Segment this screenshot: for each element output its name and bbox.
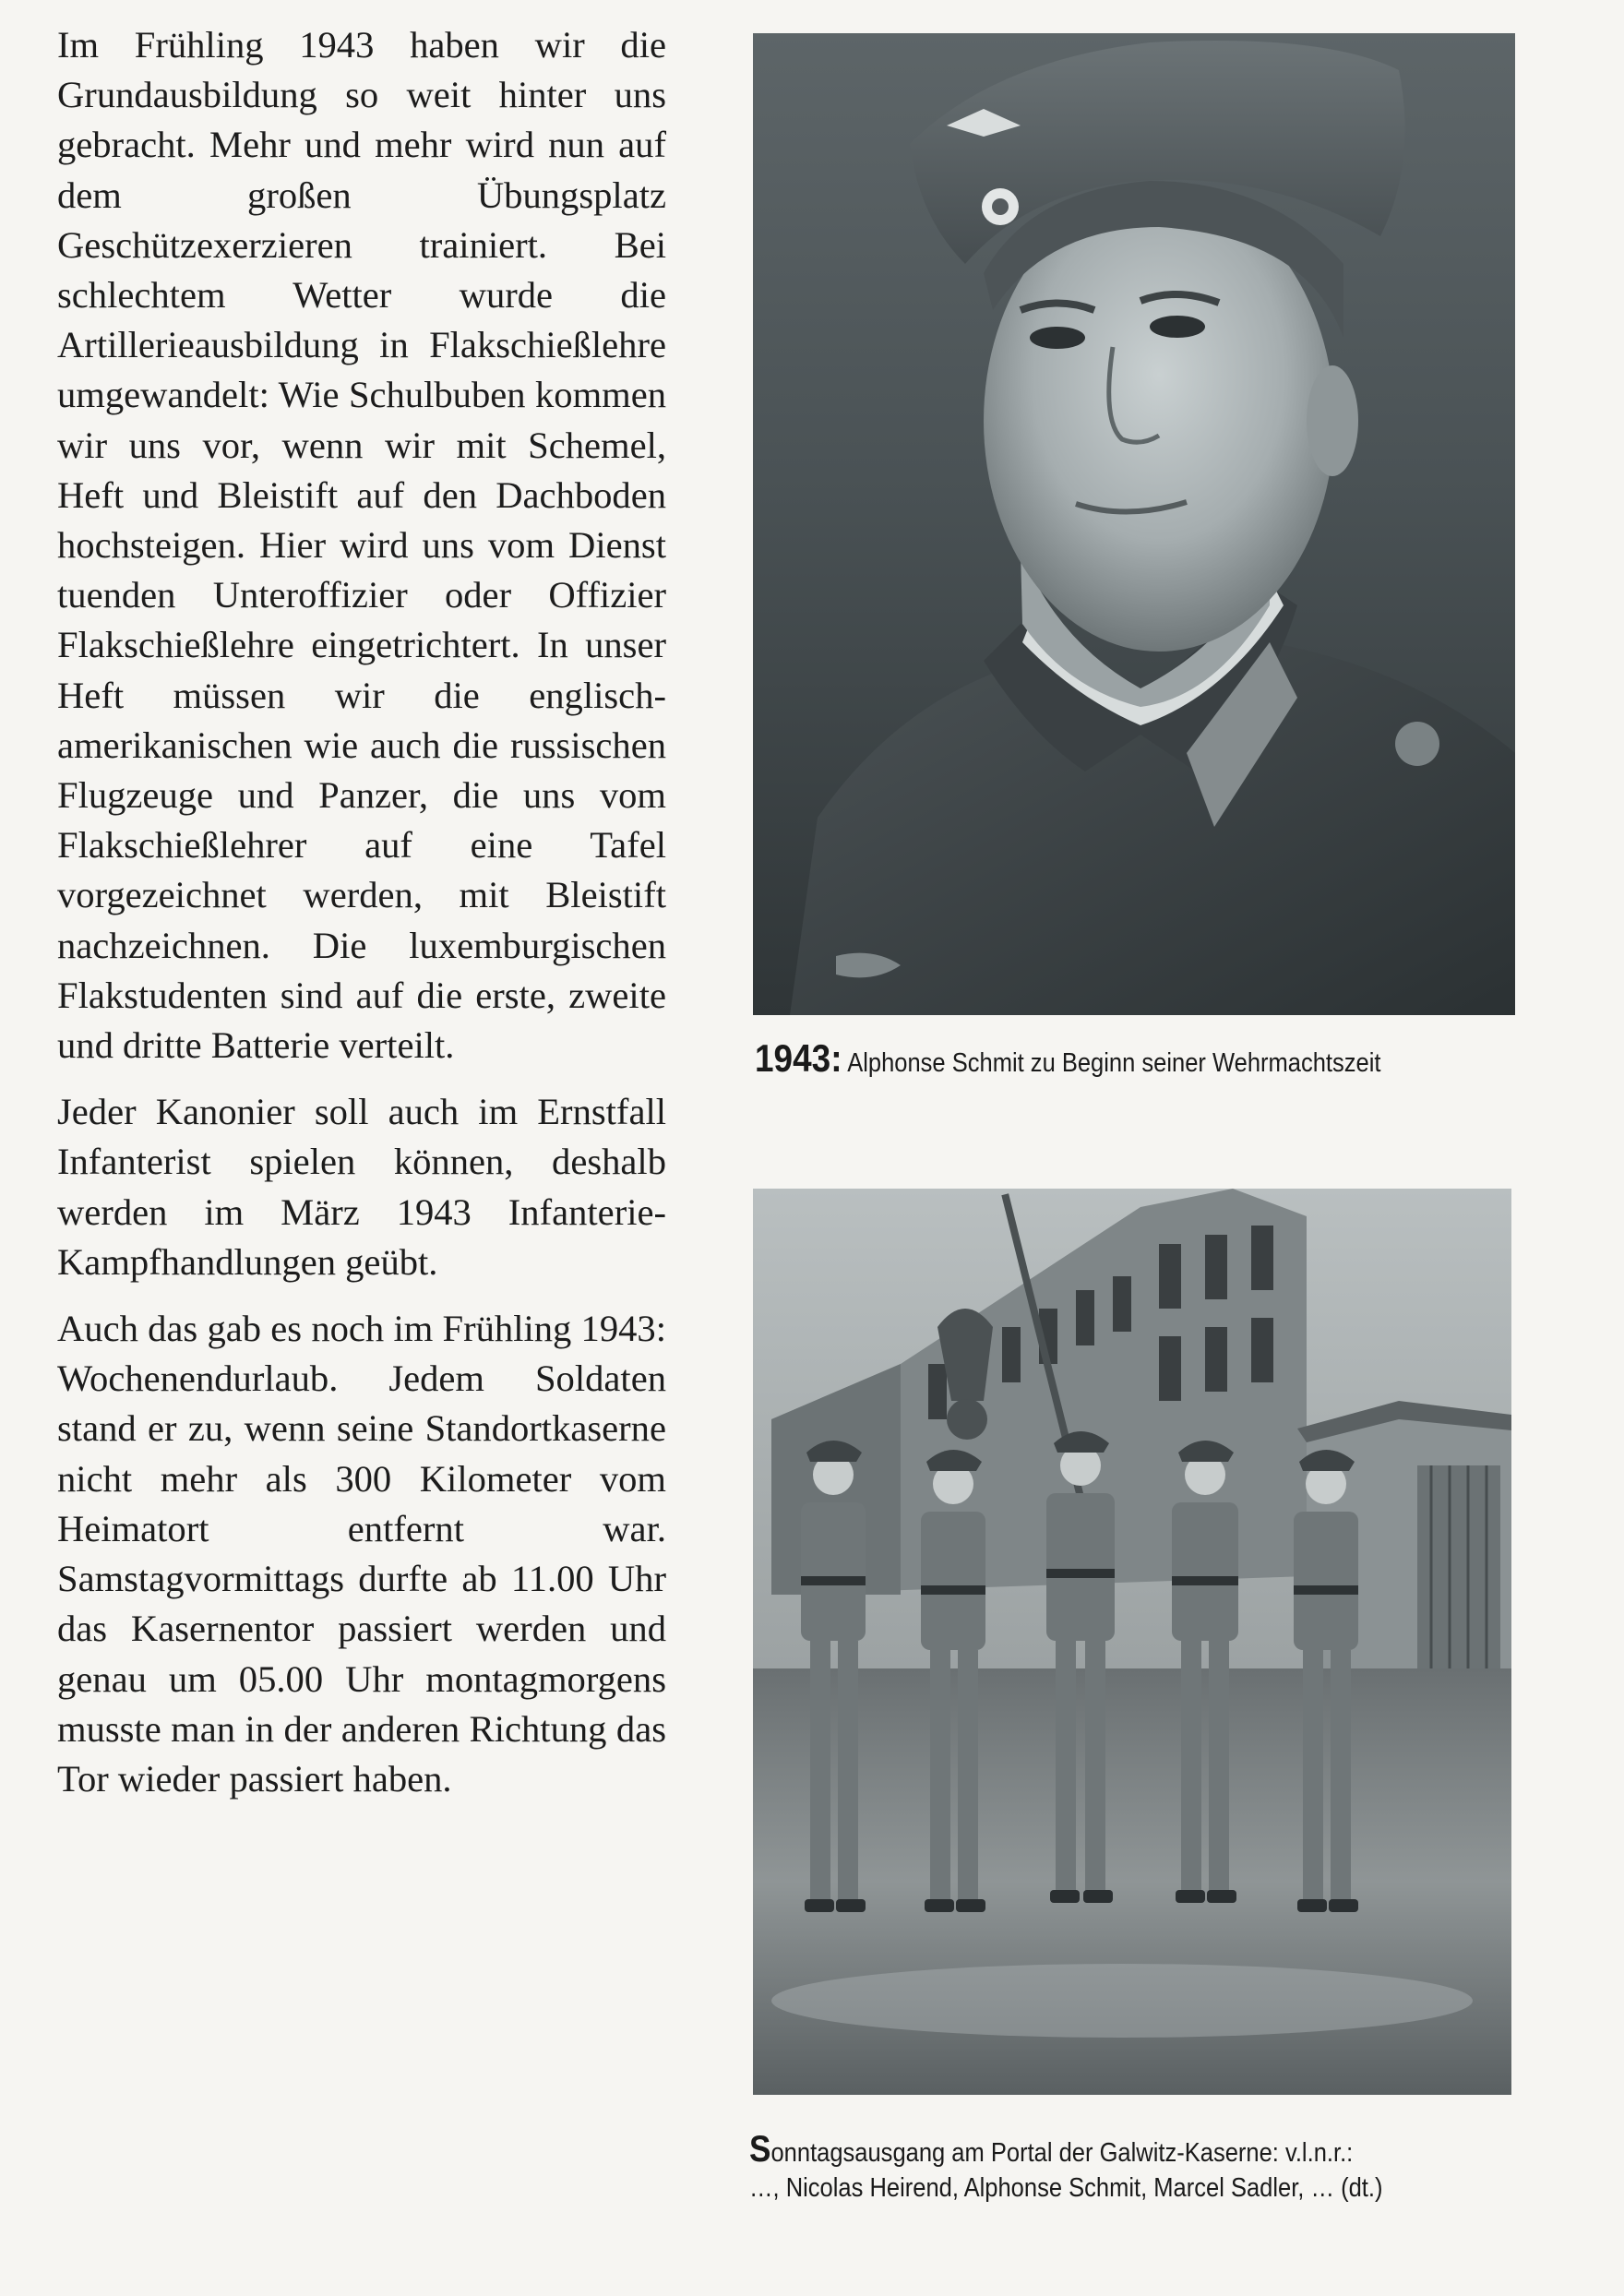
paragraph-3: Auch das gab es noch im Frühling 1943: Wochenendurlaub. Jedem Soldaten stand er zu, wenn seine Standortkaserne nicht mehr als 300 Kilometer vom Heimatort entfernt war. Samstagvormittags durfte ab 11.00 Uhr das Kasernentor passiert werden und genau um 05.00 Uhr montagmorgens musste man in der anderen Richtung das Tor wieder passiert haben.: [57, 1308, 666, 1800]
caption-initial: S: [749, 2129, 771, 2170]
group-photo: [753, 1189, 1511, 2095]
paragraph-1: Im Frühling 1943 haben wir die Grundausbildung so weit hinter uns gebracht. Mehr und mehr wird nun auf dem großen Übungsplatz Geschützexerzieren trainiert. Bei schlechtem Wetter wurde die Artillerieausbildung in Flakschießlehre umgewandelt: Wie Schulbuben kommen wir uns vor, wenn wir mit Schemel, Heft und Bleistift auf den Dachboden hochsteigen. Hier wird uns vom Dienst tuenden Unteroffizier oder Offizier Flakschießlehre eingetrichtert. In unser Heft müssen wir die englisch-amerikanischen wie auch die russischen Flugzeuge und Panzer, die uns vom Flakschießlehrer auf eine Tafel vorgezeichnet werden, mit Bleistift nachzeichnen. Die luxemburgischen Flakstudenten sind auf die erste, zweite und dritte Batterie verteilt.: [57, 24, 666, 1067]
portrait-photo: [753, 33, 1515, 1015]
caption-line-1-text: onntagsausgang am Portal der Galwitz-Kaserne: v.l.n.r.:: [770, 2138, 1354, 2168]
portrait-caption: [755, 1036, 1381, 1081]
caption-year: 1943:: [755, 1036, 842, 1080]
group-caption-line-1: [749, 2129, 1382, 2170]
group-caption: [749, 2129, 1383, 2206]
paragraph-2: Jeder Kanonier soll auch im Ernstfall Infanterist spielen können, deshalb werden im März 1943 Infanterie-Kampfhandlungen geübt.: [57, 1091, 666, 1283]
body-text-column: [57, 20, 666, 1821]
group-caption-line-2: …, Nicolas Heirend, Alphonse Schmit, Marcel Sadler, … (dt.): [749, 2173, 1383, 2203]
group-illustration: [753, 1189, 1511, 2095]
caption-text: Alphonse Schmit zu Beginn seiner Wehrmachtszeit: [842, 1048, 1381, 1078]
portrait-illustration: [753, 33, 1515, 1015]
